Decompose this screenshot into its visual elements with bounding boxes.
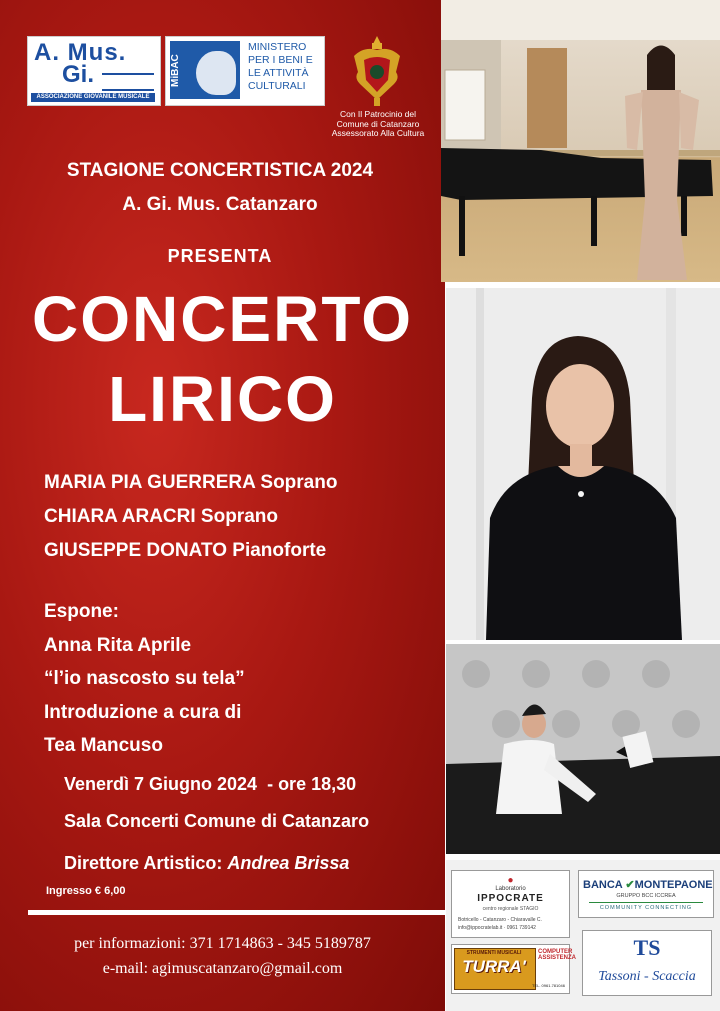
performer-3: GIUSEPPE DONATO Pianoforte: [44, 540, 327, 561]
soprano-portrait-illustration: [446, 288, 720, 640]
mibac-text-line: CULTURALI: [248, 80, 306, 92]
organizer-name: A. Gi. Mus. Catanzaro: [122, 194, 318, 215]
banca-tag: COMMUNITY CONNECTING: [599, 905, 693, 911]
photo-pianist: [446, 644, 720, 854]
mibac-text: [248, 41, 313, 93]
mibac-head-icon: [196, 51, 236, 95]
exhibition-artist: Anna Rita Aprile: [44, 635, 192, 656]
patrocinio-line: Comune di Catanzaro: [336, 118, 420, 129]
agimus-logo-stripes: [102, 73, 154, 91]
sponsor-tassoni-scaccia: [582, 930, 712, 996]
ippocrate-address: Botricello - Catanzaro - Chiaravalle C.: [458, 917, 542, 923]
exhibition-label: Espone:: [44, 601, 119, 622]
agimus-logo: [27, 36, 161, 106]
turra-name: TURRA': [462, 957, 526, 976]
banca-rule: [589, 902, 703, 903]
presenta-label: PRESENTA: [167, 246, 273, 266]
sponsor-turra: [451, 944, 577, 994]
pianist-illustration: [446, 644, 720, 854]
mibac-logo: [165, 36, 325, 106]
patrocinio-line: Assessorato Alla Cultura: [331, 128, 425, 138]
patrocinio-line: Con Il Patrocinio del: [339, 109, 417, 119]
mibac-vertical-text: MiBAC: [170, 54, 181, 88]
exhibition-title: “l’io nascosto su tela”: [44, 668, 245, 689]
ippocrate-name: IPPOCRATE: [477, 893, 544, 904]
agimus-logo-strap: ASSOCIAZIONE GIOVANILE MUSICALE: [31, 93, 155, 102]
event-date-time: Venerdì 7 Giugno 2024 - ore 18,30: [64, 774, 357, 794]
patrocinio-text: [322, 110, 434, 139]
mibac-text-line: LE ATTIVITÀ: [248, 67, 309, 79]
ippocrate-sub: centro regionale STAGIO: [482, 906, 539, 912]
performer-1: MARIA PIA GUERRERA Soprano: [44, 472, 338, 493]
banca-name: [583, 878, 713, 891]
tassoni-name: Tassoni - Scaccia: [598, 969, 696, 984]
divider: [28, 910, 445, 915]
photo-soprano-piano: [441, 0, 720, 282]
banca-leaf-icon: ✔: [625, 879, 635, 891]
tassoni-mark-icon: TS: [633, 935, 661, 960]
season-title: STAGIONE CONCERTISTICA 2024: [66, 160, 374, 181]
soprano-piano-illustration: [441, 0, 720, 282]
ippocrate-small: Laboratorio: [495, 886, 526, 892]
contact-email[interactable]: e-mail: agimuscatanzaro@gmail.com: [102, 960, 343, 977]
sponsor-ippocrate: [451, 870, 570, 938]
photo-soprano-portrait: [446, 288, 720, 640]
performer-2: CHIARA ARACRI Soprano: [44, 506, 278, 527]
ippocrate-drop-icon: ●: [507, 875, 514, 886]
banca-montepaone-word: MONTEPAONE: [634, 879, 713, 891]
agimus-logo-line1: A. Mus.: [34, 39, 127, 66]
concert-title-line1: CONCERTO: [31, 283, 414, 355]
catanzaro-crest-icon: [350, 34, 404, 108]
contact-phone: per informazioni: 371 1714863 - 345 5189787: [74, 935, 371, 952]
exhibition-curator: Tea Mancuso: [44, 735, 163, 756]
ippocrate-contact: info@ippocratelab.it · 0961 739142: [458, 925, 536, 931]
event-venue: Sala Concerti Comune di Catanzaro: [64, 811, 370, 831]
banca-word: BANCA: [583, 879, 623, 891]
banca-group: GRUPPO BCC ICCREA: [616, 893, 676, 899]
sponsor-banca-montepaone: [578, 870, 714, 918]
director-name: Andrea Brissa: [227, 853, 350, 873]
turra-tel: TEL. 0961.781046: [532, 983, 565, 988]
agimus-logo-line2: Gi.: [62, 61, 95, 88]
artistic-director: [64, 853, 349, 874]
turra-top: STRUMENTI MUSICALI: [466, 950, 522, 956]
turra-side: COMPUTER ASSISTENZA: [538, 949, 568, 989]
exhibition-intro: Introduzione a cura di: [44, 702, 242, 723]
director-label: Direttore Artistico:: [64, 853, 223, 873]
mibac-text-line: MINISTERO: [248, 41, 307, 53]
concert-title-line2: LIRICO: [108, 363, 337, 435]
ticket-price: Ingresso € 6,00: [46, 885, 126, 897]
mibac-text-line: PER I BENI E: [248, 54, 313, 66]
